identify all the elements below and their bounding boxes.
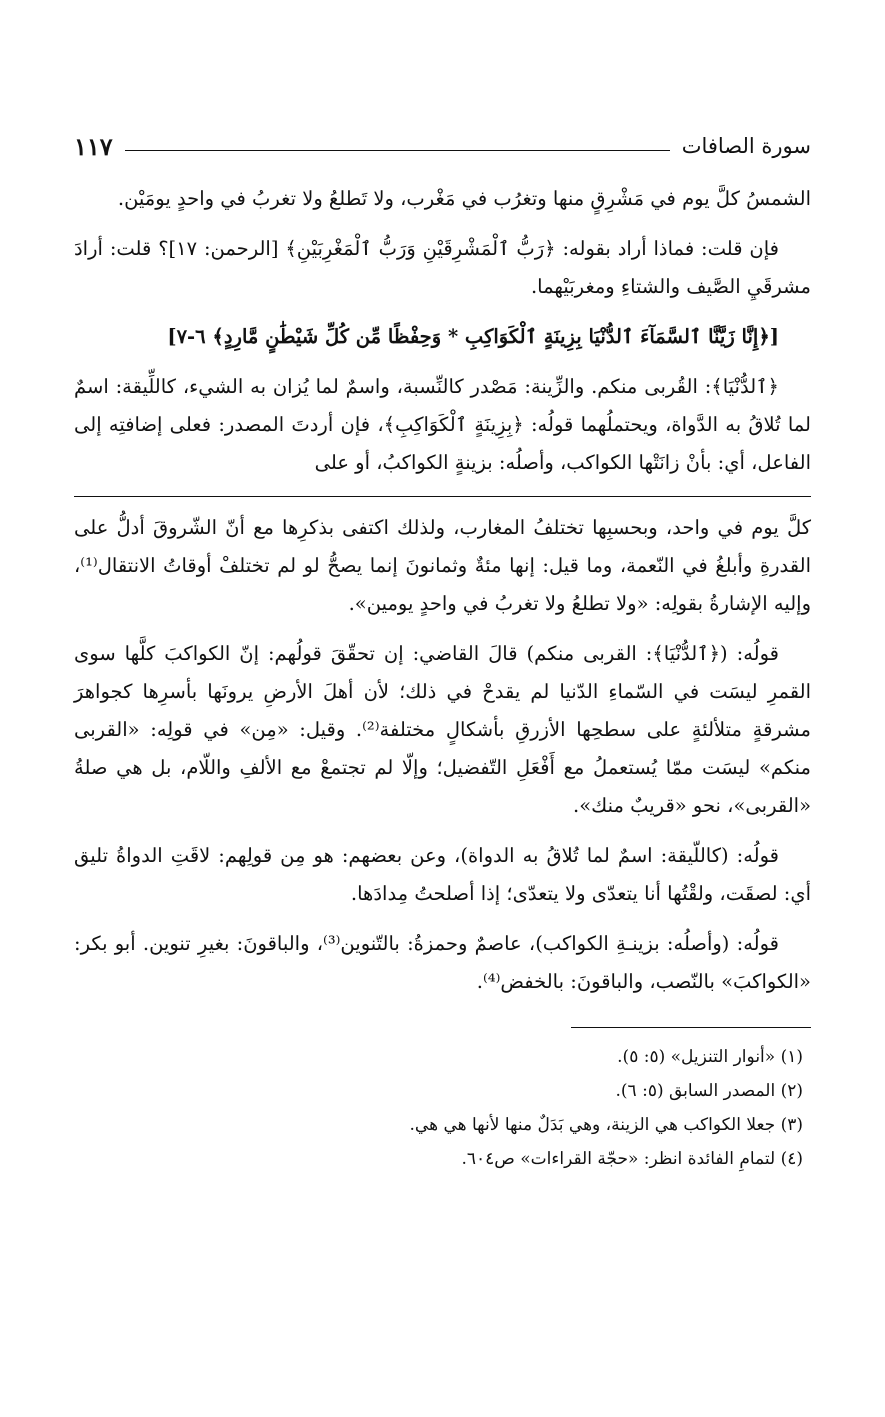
commentary-paragraph: قولُه: (﴿ٱلدُّنْيَا﴾: القربى منكم) قالَ القاضي: إن تحقّقَ قولُهم: إنّ الكواكبَ كلَّها سوى القمرِ ليسَت في السّماءِ الدّنيا لم يقدحْ في ذلك؛ لأن أهلَ الأرضِ يرونَها بأسرِها كجواهرَ مشرقةٍ متلألئةٍ على سطحِها الأزرقِ بأشكالٍ مختلفة⁽²⁾. وقيل: «مِن» في قولِه: «القربى منكم» ليسَت ممّا يُستعملُ مع أَفْعَلِ التّفضيل؛ وإلّا لم تجتمعْ مع الألفِ واللّام، بل هي صلةُ «القربى»، نحو «قريبٌ منك». (74, 642, 812, 817)
page-number: ١١٧ (74, 131, 113, 161)
running-header (74, 128, 811, 164)
footnote-rule (571, 1027, 811, 1028)
quran-verse: [﴿إِنَّا زَيَّنَّا ٱلسَّمَآءَ ٱلدُّنْيَا بِزِينَةٍ ٱلْكَوَاكِبِ * وَحِفْظًا مِّن كُلِّ شَيْطَٰنٍ مَّارِدٍ﴾ ٦-٧] (167, 325, 779, 348)
footnote: (٢) المصدر السابق (٥: ٦). (615, 1081, 803, 1101)
commentary-paragraph: قولُه: (كاللّيقة: اسمٌ لما تُلاقُ به الدواة)، وعن بعضهم: هو مِن قولِهم: لاقَتِ الدواةُ تليق أي: لصقَت، ولقْتُها أنا يتعدّى ولا يتعدّى؛ إذا أصلحتُ مِدادَها. (74, 844, 811, 905)
main-paragraph: فإن قلت: فماذا أراد بقوله: ﴿رَبُّ ٱلْمَشْرِقَيْنِ وَرَبُّ ٱلْمَغْرِبَيْنِ﴾ [الرحمن: ١٧]؟ قلت: أرادَ مشرقَيِ الصَّيف والشتاءِ ومغربَيْهما. (74, 237, 811, 298)
footnote: (١) «أنوار التنزيل» (٥: ٥). (617, 1047, 803, 1067)
commentary-text (74, 509, 811, 1001)
footnote: (٣) جعلا الكواكب هي الزينة، وهي بَدَلٌ منها لأنها هي هي. (409, 1115, 803, 1135)
commentary-paragraph: كلَّ يوم في واحد، وبحسبِها تختلفُ المغارب، ولذلك اكتفى بذكرِها مع أنّ الشّروقَ أدلُّ على القدرةِ وأبلغُ في النّعمة، وما قيل: إنها مئةٌ وثمانونَ إنما يصحُّ لو لم تختلفْ أوقاتُ الانتقال⁽¹⁾، وإليه الإشارةُ بقولِه: «ولا تطلعُ ولا تغربُ في واحدٍ يومين». (74, 516, 811, 615)
surah-title: سورة الصافات (681, 134, 811, 158)
main-paragraph: الشمسُ كلَّ يوم في مَشْرِقٍ منها وتغرُب في مَغْرب، ولا تَطلعُ ولا تغربُ في واحدٍ يومَيْن. (117, 187, 811, 210)
header-rule (125, 150, 670, 151)
commentary-paragraph: قولُه: (وأصلُه: بزينـةِ الكواكب)، عاصمٌ وحمزةُ: بالتّنوين⁽³⁾، والباقونَ: بغيرِ تنوين. أبو بكر: «الكواكبَ» بالنّصب، والباقونَ: بالخفض⁽⁴⁾. (74, 932, 811, 993)
main-text (74, 180, 811, 482)
footnotes (74, 1040, 811, 1176)
footnote: (٤) لتمامِ الفائدة انظر: «حجّة القراءات» ص٦٠٤. (461, 1149, 803, 1169)
main-paragraph: ﴿ٱلدُّنْيَا﴾: القُربى منكم. والزِّينة: مَصْدر كالنِّسبة، واسمٌ لما يُزان به الشيء، كاللِّيقة: اسمٌ لما تُلاقُ به الدَّواة، ويحتملُهما قولُه: ﴿بِزِينَةٍ ٱلْكَوَاكِبِ﴾، فإن أردتَ المصدر: فعلى إضافتِه إلى الفاعل، أي: بأنْ زانَتْها الكواكب، وأصلُه: بزينةٍ الكواكبُ، أو على (74, 375, 811, 474)
main-separator-rule (74, 496, 811, 497)
